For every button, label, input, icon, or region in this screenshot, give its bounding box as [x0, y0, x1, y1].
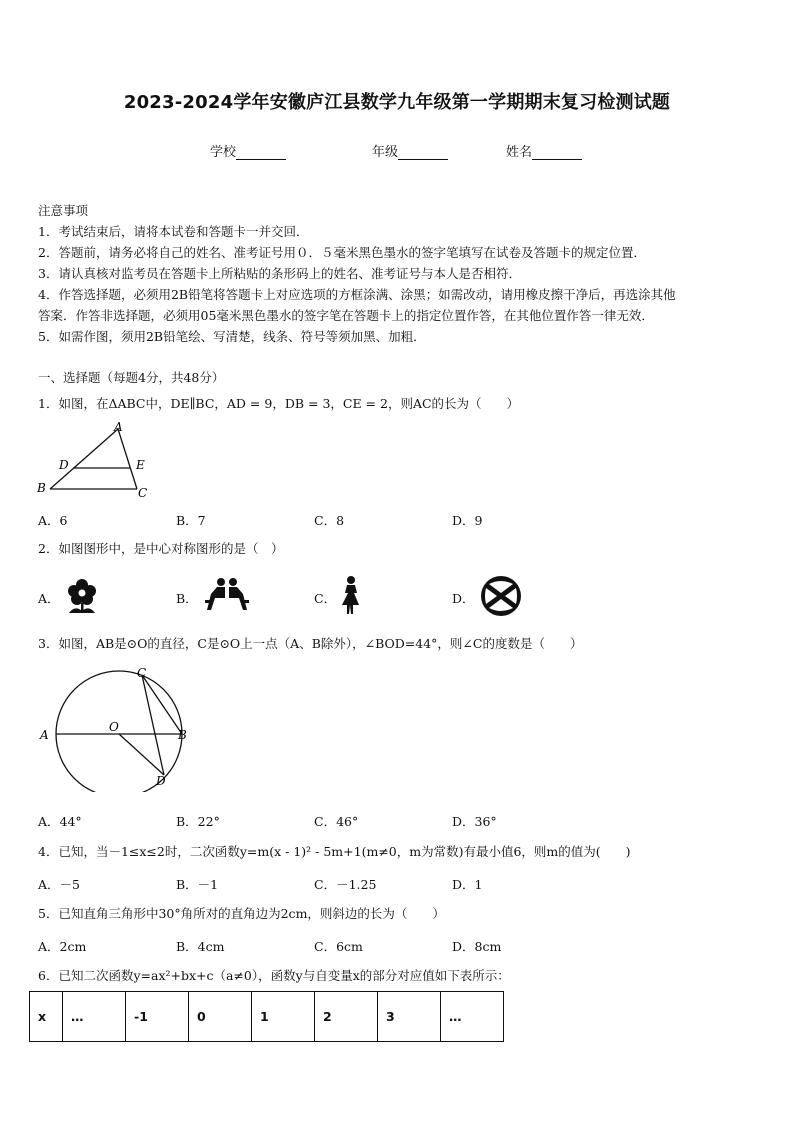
flower-icon	[63, 576, 101, 616]
table-cell: 3	[378, 992, 441, 1042]
q3-label-a: A	[40, 728, 49, 742]
q4-option-b[interactable]: B．－1	[176, 877, 219, 892]
school-label: 学校	[210, 145, 237, 160]
table-cell: 2	[315, 992, 378, 1042]
q1-label-d: D	[59, 458, 69, 472]
pinwheel-circle-icon	[479, 574, 523, 618]
note-item: 4．作答选择题，必须用2B铅笔将答题卡上对应选项的方框涂满、涂黑；如需改动，请用橡皮擦干净后，再选涂其他	[38, 287, 676, 302]
table-cell: -1	[126, 992, 189, 1042]
school-field	[210, 141, 286, 160]
q3-stem: 3．如图，AB是⊙O的直径，C是⊙O上一点（A、B除外），∠BOD=44°，则∠C的度数是（ ）	[38, 636, 583, 651]
q1-option-c[interactable]: C．8	[314, 513, 345, 528]
q3-option-b[interactable]: B．22°	[176, 814, 220, 829]
q6-value-table	[29, 991, 504, 1042]
q1-label-e: E	[136, 458, 145, 472]
table-cell: x	[30, 992, 63, 1042]
q3-label-b: B	[178, 728, 187, 742]
grade-label: 年级	[372, 145, 399, 160]
q4-stem: 4．已知，当－1≤x≤2时，二次函数y=m(x - 1)² - 5m+1(m≠0，m为常数)有最小值6，则m的值为( )	[38, 844, 631, 859]
q1-label-a: A	[114, 420, 123, 434]
grade-blank[interactable]	[398, 147, 448, 160]
q2-stem: 2．如图图形中，是中心对称图形的是（ ）	[38, 541, 284, 556]
q1-option-d[interactable]: D．9	[452, 513, 483, 528]
section-heading: 一、选择题（每题4分，共48分）	[38, 370, 225, 385]
q4-option-d[interactable]: D．1	[452, 877, 483, 892]
q2-option-d[interactable]: D．	[452, 591, 475, 606]
page-title: 2023-2024学年安徽庐江县数学九年级第一学期期末复习检测试题	[123, 92, 671, 113]
woman-figure-icon	[340, 575, 362, 615]
q1-triangle-figure	[30, 418, 160, 503]
q3-option-d[interactable]: D．36°	[452, 814, 497, 829]
q3-option-a[interactable]: A．44°	[38, 814, 82, 829]
q2-option-c[interactable]: C．	[314, 591, 337, 606]
q4-option-a[interactable]: A．－5	[38, 877, 80, 892]
q6-stem: 6．已知二次函数y=ax²+bx+c（a≠0），函数y与自变量x的部分对应值如下表所示：	[38, 968, 510, 983]
q3-label-c: C	[137, 666, 147, 680]
note-item: 2．答题前，请务必将自己的姓名、准考证号用０．５毫米黑色墨水的签字笔填写在试卷及答题卡的规定位置．	[38, 245, 646, 260]
q5-stem: 5．已知直角三角形中30°角所对的直角边为2cm，则斜边的长为（ ）	[38, 906, 445, 921]
seated-people-icon	[203, 576, 253, 614]
q1-label-b: B	[37, 481, 46, 495]
school-blank[interactable]	[236, 147, 286, 160]
note-item: 5．如需作图，须用2B铅笔绘、写清楚，线条、符号等须加黑、加粗．	[38, 329, 426, 344]
table-cell: 0	[189, 992, 252, 1042]
name-field	[506, 141, 582, 160]
name-label: 姓名	[506, 145, 533, 160]
q1-label-c: C	[138, 486, 148, 500]
q5-option-c[interactable]: C．6cm	[314, 939, 363, 954]
q2-option-b[interactable]: B．	[176, 591, 198, 606]
q1-stem: 1．如图，在ΔABC中，DE∥BC，AD = 9，DB = 3，CE = 2，则AC的长为（ ）	[38, 396, 520, 411]
q5-option-b[interactable]: B．4cm	[176, 939, 225, 954]
grade-field	[372, 141, 448, 160]
note-item: 1．考试结束后，请将本试卷和答题卡一并交回．	[38, 224, 309, 239]
q5-option-a[interactable]: A．2cm	[38, 939, 87, 954]
note-item: 3．请认真核对监考员在答题卡上所粘贴的条形码上的姓名、准考证号与本人是否相符．	[38, 266, 521, 281]
table-cell: …	[441, 992, 504, 1042]
table-cell: 1	[252, 992, 315, 1042]
table-row	[30, 992, 504, 1042]
q5-option-d[interactable]: D．8cm	[452, 939, 502, 954]
q3-option-c[interactable]: C．46°	[314, 814, 359, 829]
q3-circle-figure	[36, 662, 196, 792]
q1-option-a[interactable]: A．6	[38, 513, 68, 528]
note-item: 答案．作答非选择题，必须用05毫米黑色墨水的签字笔在答题卡上的指定位置作答，在其他位置作答一律无效．	[38, 308, 654, 323]
q1-option-b[interactable]: B．7	[176, 513, 206, 528]
q4-option-c[interactable]: C．－1.25	[314, 877, 377, 892]
name-blank[interactable]	[532, 147, 582, 160]
q3-label-o: O	[109, 720, 119, 734]
notes-heading: 注意事项	[38, 203, 89, 218]
q3-label-d: D	[156, 774, 166, 788]
q2-option-a[interactable]: A．	[38, 591, 60, 606]
table-cell: …	[63, 992, 126, 1042]
